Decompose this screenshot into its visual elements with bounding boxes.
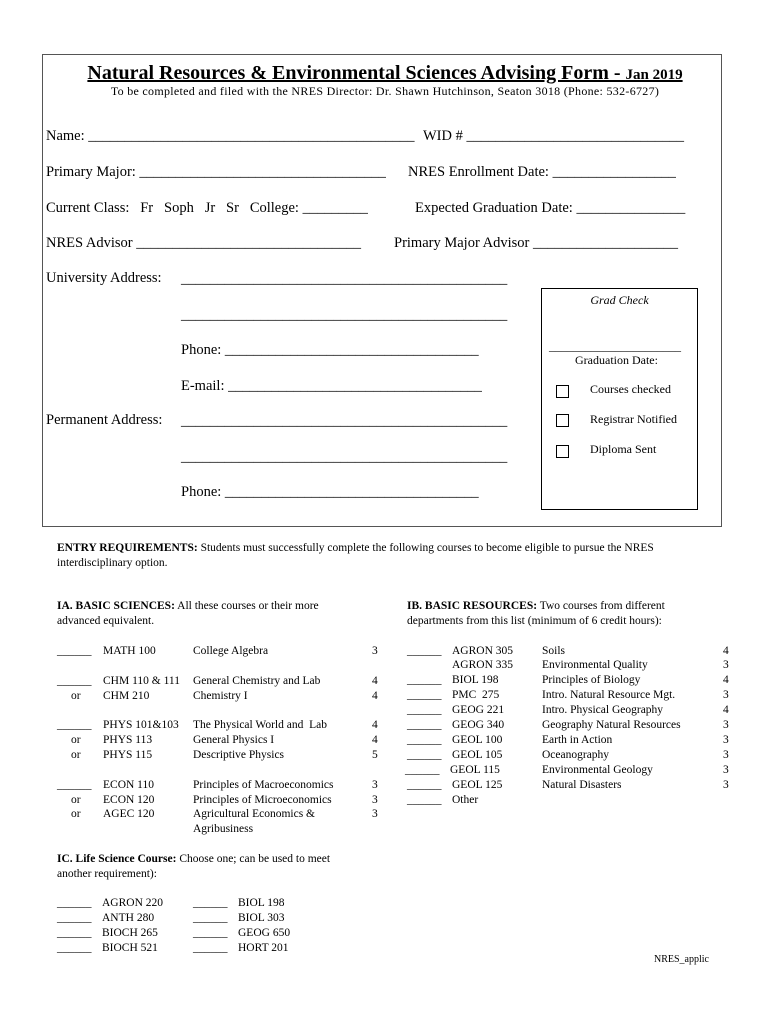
- course-title: College Algebra: [193, 645, 269, 657]
- course-title: Oceanography: [542, 749, 610, 761]
- course-credits: 3: [723, 749, 729, 761]
- university-address-label: University Address:: [46, 270, 162, 286]
- life-science-heading: IC. Life Science Course: Choose one; can be used to meet: [57, 853, 331, 865]
- course-credits: 4: [372, 734, 378, 746]
- course-code: HORT 201: [238, 942, 289, 954]
- nres-advisor-field[interactable]: NRES Advisor _______________________________: [46, 235, 361, 251]
- course-credits: 3: [372, 645, 378, 657]
- course-blank[interactable]: ______: [57, 719, 92, 731]
- course-credits: 4: [723, 674, 729, 686]
- enrollment-date-field[interactable]: NRES Enrollment Date: _________________: [408, 164, 676, 180]
- course-title: Earth in Action: [542, 734, 613, 746]
- wid-field[interactable]: WID # ______________________________: [423, 128, 684, 144]
- course-blank[interactable]: ______: [407, 734, 442, 746]
- course-blank[interactable]: ______: [57, 779, 92, 791]
- diploma-sent-label: Diploma Sent: [590, 442, 657, 456]
- course-code: AGRON 335: [452, 659, 514, 671]
- course-code: AGRON 305: [452, 645, 514, 657]
- course-blank[interactable]: ______: [57, 942, 92, 954]
- course-code: BIOL 198: [452, 674, 499, 686]
- course-blank[interactable]: ______: [407, 719, 442, 731]
- course-blank[interactable]: ______: [57, 675, 92, 687]
- basic-sciences-heading: IA. BASIC SCIENCES: All these courses or their more: [57, 600, 319, 612]
- course-code: GEOL 115: [450, 764, 500, 776]
- course-title: Agribusiness: [193, 823, 254, 835]
- course-code: MATH 100: [103, 645, 156, 657]
- course-code: GEOL 125: [452, 779, 503, 791]
- email-field[interactable]: E-mail: ___________________________________: [181, 378, 482, 394]
- course-title: Descriptive Physics: [193, 749, 285, 761]
- course-blank[interactable]: ______: [57, 645, 92, 657]
- course-code: CHM 210: [103, 690, 150, 702]
- course-credits: 3: [723, 734, 729, 746]
- course-credits: 3: [723, 689, 729, 701]
- course-title: Intro. Natural Resource Mgt.: [542, 689, 676, 701]
- major-advisor-field[interactable]: Primary Major Advisor ____________________: [394, 235, 678, 251]
- life-science-subtext: another requirement):: [57, 868, 157, 880]
- course-title: Intro. Physical Geography: [542, 704, 664, 716]
- course-title: Principles of Biology: [542, 674, 641, 686]
- course-code: GEOL 105: [452, 749, 503, 761]
- courses-checked-checkbox[interactable]: [556, 385, 569, 398]
- course-code: GEOG 221: [452, 704, 505, 716]
- course-blank[interactable]: ______: [407, 704, 442, 716]
- course-blank[interactable]: ______: [193, 942, 228, 954]
- course-blank[interactable]: ______: [407, 779, 442, 791]
- course-credits: 4: [372, 675, 378, 687]
- course-code: AGEC 120: [103, 808, 155, 820]
- course-credits: 4: [723, 645, 729, 657]
- course-title: Principles of Macroeconomics: [193, 779, 334, 791]
- registrar-notified-checkbox[interactable]: [556, 414, 569, 427]
- course-credits: 3: [372, 794, 378, 806]
- course-code: GEOG 650: [238, 927, 291, 939]
- course-credits: 4: [372, 690, 378, 702]
- entry-requirements-line-2: interdisciplinary option.: [57, 557, 168, 569]
- course-title: Natural Disasters: [542, 779, 622, 791]
- course-title: The Physical World and Lab: [193, 719, 327, 731]
- course-code: BIOL 198: [238, 897, 285, 909]
- course-code: PHYS 101&103: [103, 719, 179, 731]
- course-blank[interactable]: ______: [407, 645, 442, 657]
- graduation-date-field[interactable]: Expected Graduation Date: _______________: [415, 200, 686, 216]
- course-credits: 4: [723, 704, 729, 716]
- course-blank[interactable]: ______: [57, 897, 92, 909]
- course-credits: 3: [372, 779, 378, 791]
- course-code: PHYS 115: [103, 749, 153, 761]
- diploma-sent-checkbox[interactable]: [556, 445, 569, 458]
- university-address-line-1[interactable]: _____________________________________________: [181, 271, 508, 287]
- course-or: or: [71, 794, 81, 806]
- permanent-address-line-1[interactable]: _____________________________________________: [181, 413, 508, 429]
- course-blank[interactable]: ______: [407, 794, 442, 806]
- course-code: Other: [452, 794, 479, 806]
- course-code: AGRON 220: [102, 897, 164, 909]
- course-code: ECON 110: [103, 779, 155, 791]
- course-code: BIOL 303: [238, 912, 285, 924]
- course-credits: 5: [372, 749, 378, 761]
- course-title: Environmental Geology: [542, 764, 653, 776]
- permanent-phone-field[interactable]: Phone: ___________________________________: [181, 484, 479, 500]
- course-blank[interactable]: ______: [407, 749, 442, 761]
- course-credits: 3: [372, 808, 378, 820]
- name-field[interactable]: Name: _____________________________________________: [46, 128, 415, 144]
- course-or: or: [71, 749, 81, 761]
- course-code: ANTH 280: [102, 912, 155, 924]
- course-blank[interactable]: ______: [193, 927, 228, 939]
- form-title: Natural Resources & Environmental Sciences Advising Form - Jan 2019: [87, 62, 683, 84]
- course-title: Principles of Microeconomics: [193, 794, 332, 806]
- course-code: CHM 110 & 111: [103, 675, 180, 687]
- course-blank[interactable]: ______: [407, 674, 442, 686]
- footer-code: NRES_applic: [654, 954, 709, 965]
- course-or: or: [71, 690, 81, 702]
- basic-sciences-subtext: advanced equivalent.: [57, 615, 155, 627]
- course-credits: 3: [723, 719, 729, 731]
- grad-check-date-label: Graduation Date:: [575, 353, 658, 367]
- course-blank[interactable]: ______: [193, 897, 228, 909]
- course-code: GEOL 100: [452, 734, 503, 746]
- primary-major-field[interactable]: Primary Major: __________________________________: [46, 164, 386, 180]
- course-blank[interactable]: ______: [57, 912, 92, 924]
- course-credits: 3: [723, 764, 729, 776]
- courses-checked-label: Courses checked: [590, 382, 671, 396]
- course-code: ECON 120: [103, 794, 155, 806]
- course-title: Soils: [542, 645, 566, 657]
- course-title: General Chemistry and Lab: [193, 675, 321, 687]
- course-or: or: [71, 734, 81, 746]
- permanent-address-line-2[interactable]: _____________________________________________: [181, 449, 508, 465]
- course-title: Geography Natural Resources: [542, 719, 681, 731]
- basic-resources-heading: IB. BASIC RESOURCES: Two courses from different: [407, 600, 665, 612]
- course-blank[interactable]: ______: [405, 764, 440, 776]
- course-title: Environmental Quality: [542, 659, 648, 671]
- course-code: BIOCH 265: [102, 927, 158, 939]
- course-blank[interactable]: ______: [407, 689, 442, 701]
- course-title: General Physics I: [193, 734, 275, 746]
- permanent-address-label: Permanent Address:: [46, 412, 163, 428]
- current-class-field[interactable]: Current Class: Fr Soph Jr Sr College: _________: [46, 200, 368, 216]
- course-credits: 3: [723, 779, 729, 791]
- registrar-notified-label: Registrar Notified: [590, 412, 677, 426]
- course-credits: 4: [372, 719, 378, 731]
- course-code: BIOCH 521: [102, 942, 158, 954]
- course-blank[interactable]: ______: [193, 912, 228, 924]
- course-credits: 3: [723, 659, 729, 671]
- entry-requirements-line-1: ENTRY REQUIREMENTS: Students must successfully complete the following courses to become eligible to pursue the NRES: [57, 542, 654, 554]
- grad-check-box: [541, 288, 698, 510]
- university-address-line-2[interactable]: _____________________________________________: [181, 307, 508, 323]
- course-code: PHYS 113: [103, 734, 153, 746]
- phone-field[interactable]: Phone: ___________________________________: [181, 342, 479, 358]
- basic-resources-subtext: departments from this list (minimum of 6 credit hours):: [407, 615, 662, 627]
- course-code: GEOG 340: [452, 719, 505, 731]
- course-or: or: [71, 808, 81, 820]
- grad-check-line[interactable]: ______________________: [549, 339, 681, 353]
- course-blank[interactable]: ______: [57, 927, 92, 939]
- course-title: Agricultural Economics &: [193, 808, 315, 820]
- form-subtitle: To be completed and filed with the NRES Director: Dr. Shawn Hutchinson, Seaton 3018 (Phone: 532-6727): [110, 84, 660, 98]
- course-code: PMC 275: [452, 689, 500, 701]
- grad-check-title: Grad Check: [590, 293, 649, 307]
- course-title: Chemistry I: [193, 690, 248, 702]
